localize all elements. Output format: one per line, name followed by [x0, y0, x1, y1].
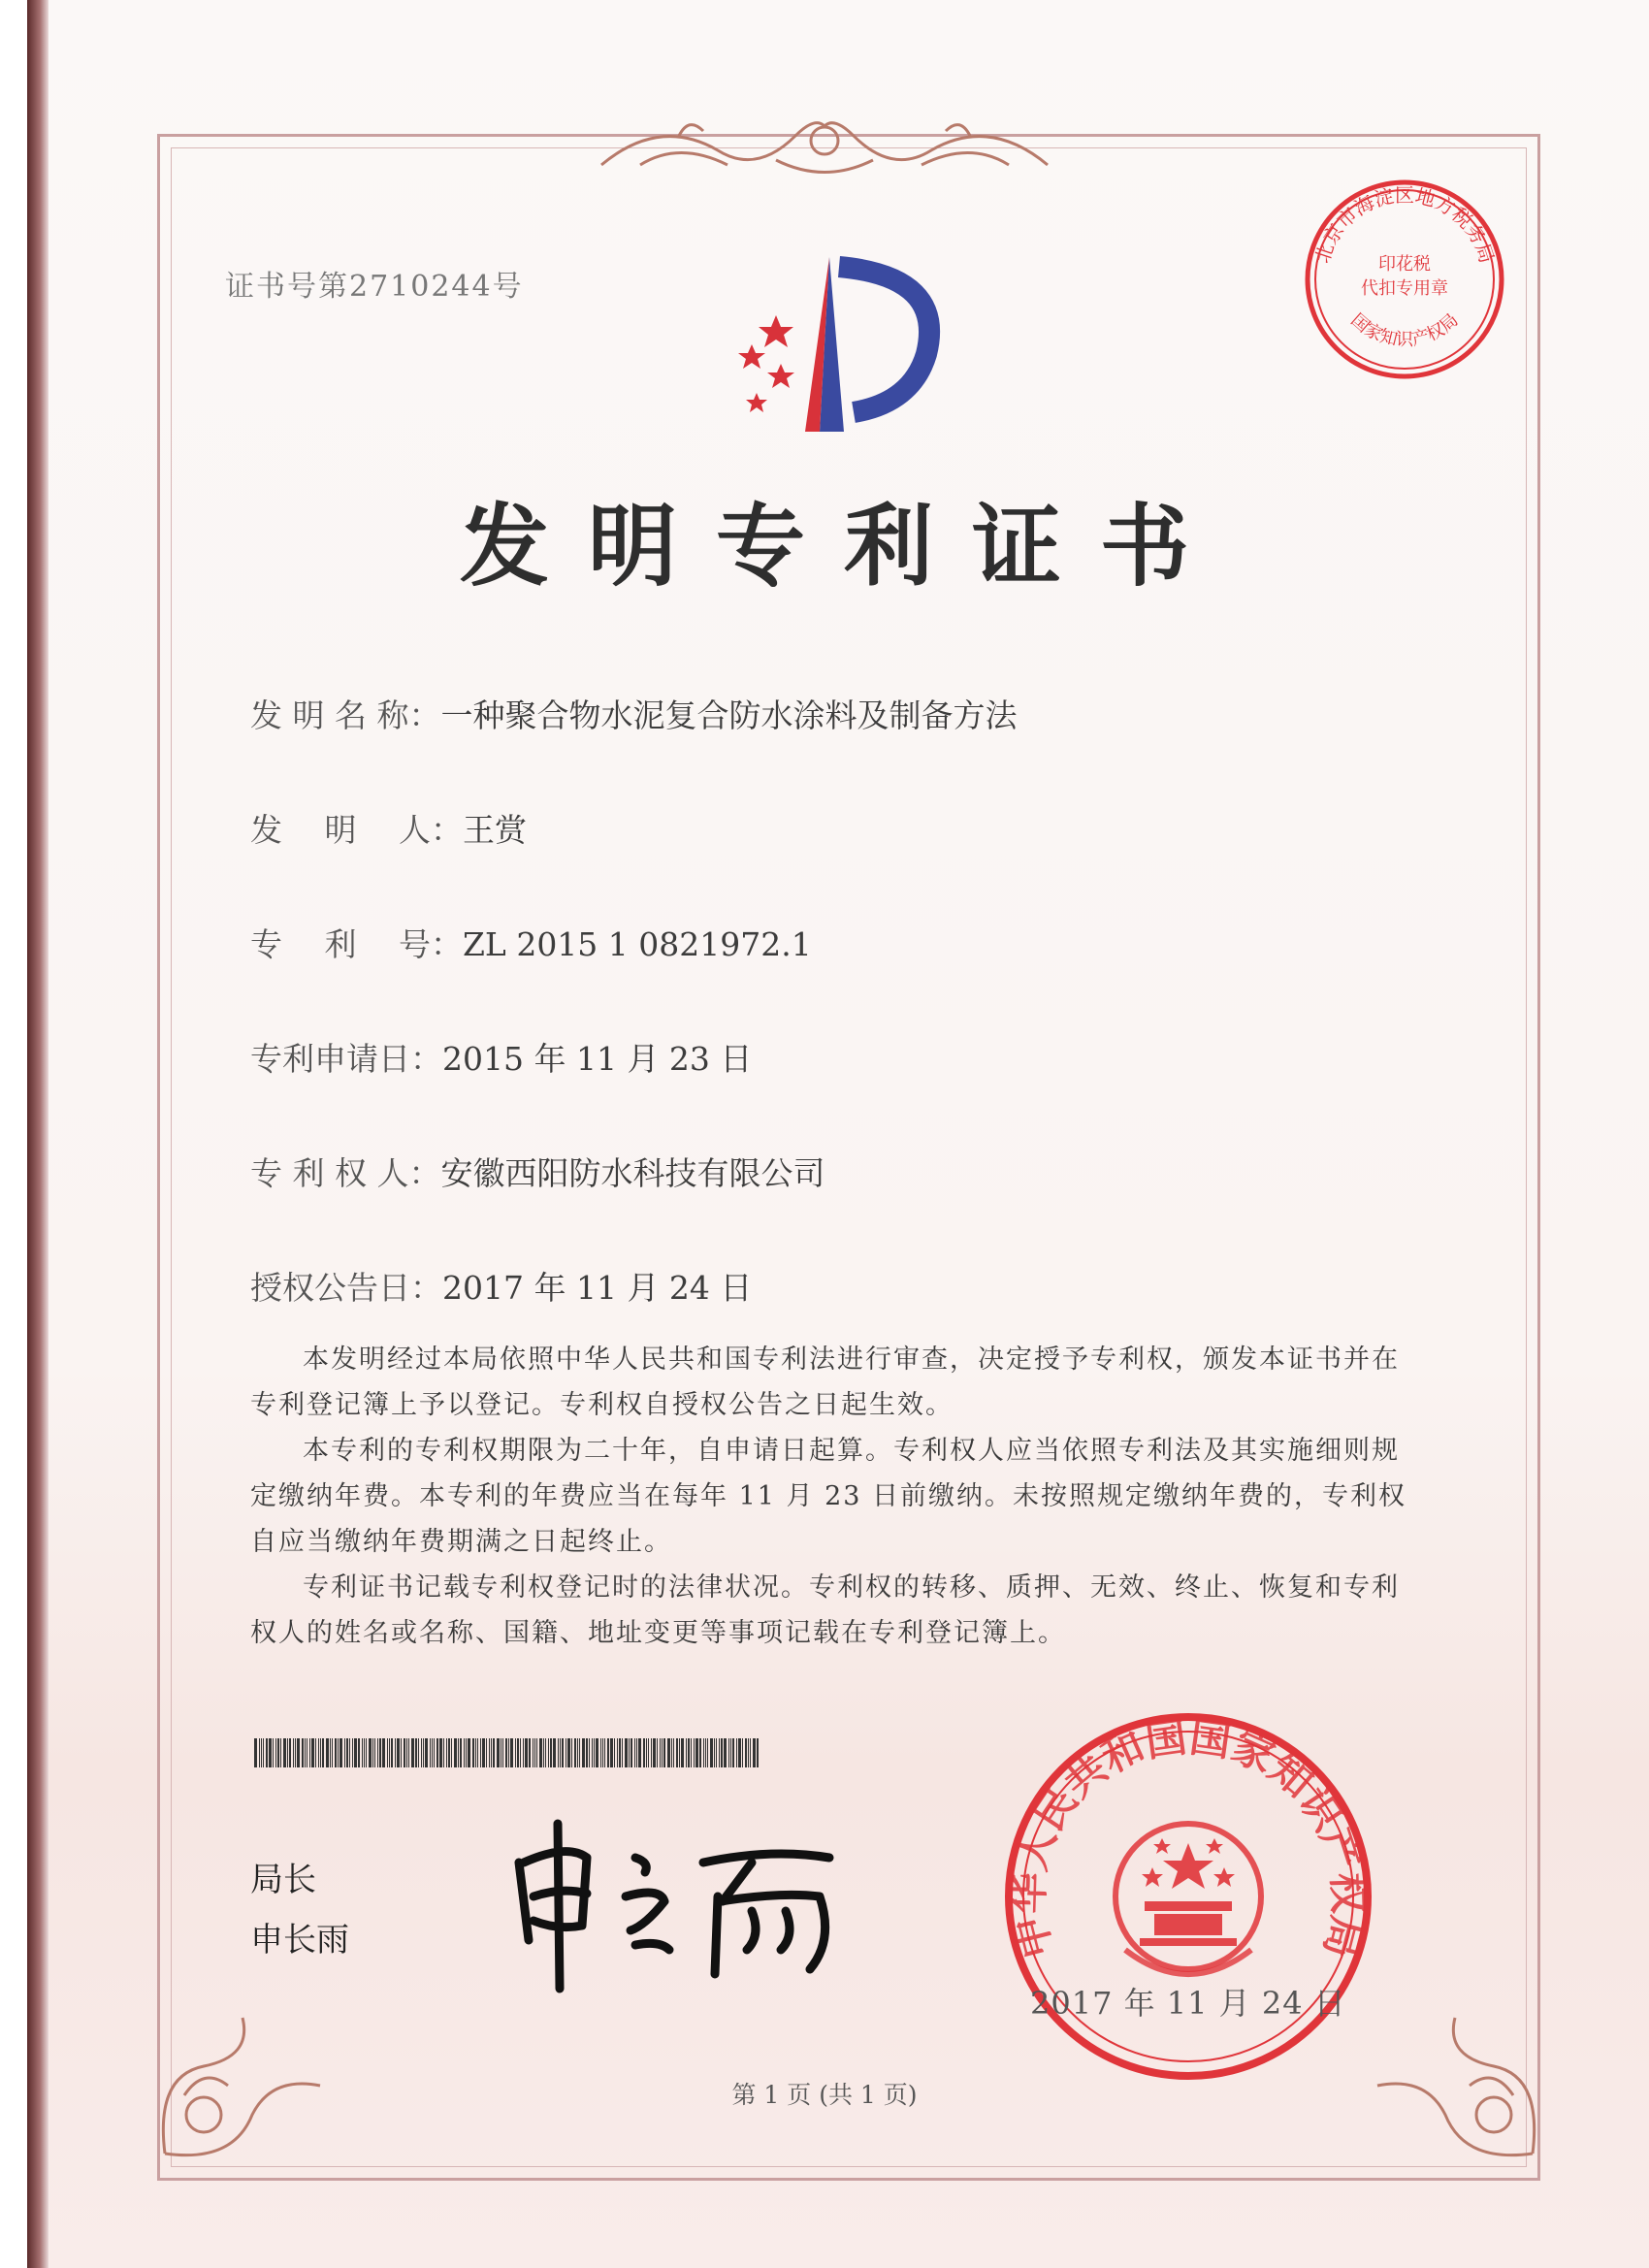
barcode-bar: [724, 1738, 727, 1767]
barcode-bar: [477, 1738, 478, 1767]
barcode-bar: [586, 1738, 588, 1767]
barcode-bar: [408, 1738, 409, 1767]
barcode-bar: [387, 1738, 388, 1767]
barcode-bar: [634, 1738, 635, 1767]
barcode-bar: [714, 1738, 715, 1767]
top-ornament: [582, 97, 1067, 184]
barcode-bar: [619, 1738, 621, 1767]
barcode-bar: [377, 1738, 378, 1767]
barcode-bar: [757, 1738, 759, 1767]
barcode-bar: [550, 1738, 552, 1767]
barcode-bar: [302, 1738, 304, 1767]
body-paragraph: 本专利的专利权期限为二十年，自申请日起算。专利权人应当依照专利法及其实施细则规定缴纳年费。本专利的年费应当在每年 11 月 23 日前缴纳。未按照规定缴纳年费的，专利权自应当缴纳年费期满之日起终止。: [250, 1436, 1407, 1557]
barcode-bar: [691, 1738, 692, 1767]
barcode-bar: [466, 1738, 467, 1767]
barcode-bar: [663, 1738, 665, 1767]
barcode-bar: [548, 1738, 549, 1767]
certificate-body: [250, 1337, 1414, 1656]
barcode-bar: [636, 1738, 637, 1767]
barcode-bar: [625, 1738, 628, 1767]
barcode-bar: [520, 1738, 521, 1767]
body-paragraph: 专利证书记载专利权登记时的法律状况。专利权的转移、质押、无效、终止、恢复和专利权人的姓名或名称、国籍、地址变更等事项记载在专利登记簿上。: [250, 1572, 1400, 1648]
field-label: 专 利 权 人：: [250, 1154, 441, 1192]
barcode-bar: [439, 1738, 442, 1767]
barcode-bar: [404, 1738, 405, 1767]
barcode-bar: [434, 1738, 435, 1767]
field-value: 王赏: [462, 811, 527, 849]
barcode-bar: [694, 1738, 695, 1767]
field-application-date: [250, 1034, 752, 1080]
barcode-bar: [489, 1738, 490, 1767]
barcode-bar: [295, 1738, 296, 1767]
barcode-bar: [607, 1738, 609, 1767]
barcode-bar: [287, 1738, 288, 1767]
barcode-bar: [309, 1738, 310, 1767]
barcode-bar: [362, 1738, 363, 1767]
field-invention-name: [250, 691, 1017, 736]
barcode-bar: [553, 1738, 556, 1767]
field-value: 一种聚合物水泥复合防水涂料及制备方法: [440, 697, 1018, 734]
barcode-bar: [505, 1738, 507, 1767]
barcode-bar: [574, 1738, 576, 1767]
barcode-bar: [280, 1738, 281, 1767]
field-label: 专利申请日：: [250, 1040, 442, 1078]
barcode-bar: [716, 1738, 717, 1767]
tax-stamp-bottom-text: 国家知识产权局: [1346, 309, 1463, 351]
barcode-bar: [401, 1738, 402, 1767]
barcode-bar: [534, 1738, 535, 1767]
field-value: 安徽西阳防水科技有限公司: [440, 1154, 825, 1192]
barcode-bar: [614, 1738, 615, 1767]
barcode-bar: [464, 1738, 465, 1767]
barcode-bar: [688, 1738, 690, 1767]
field-label: 发 明 名 称：: [250, 697, 441, 734]
page-footer: 第 1 页 (共 1 页): [731, 2081, 918, 2109]
barcode-bar: [707, 1738, 708, 1767]
barcode-bar: [646, 1738, 647, 1767]
barcode-bar: [263, 1738, 264, 1767]
barcode-bar: [332, 1738, 333, 1767]
tax-stamp-ring-text: 北京市海淀区地方税务局: [1310, 183, 1500, 267]
barcode-bar: [330, 1738, 331, 1767]
barcode-bar: [750, 1738, 751, 1767]
barcode-bar: [432, 1738, 433, 1767]
barcode-bar: [515, 1738, 516, 1767]
barcode-bar: [602, 1738, 603, 1767]
director-signature: [500, 1804, 849, 1998]
barcode-bar: [589, 1738, 590, 1767]
barcode-bar: [604, 1738, 605, 1767]
barcode-bar: [617, 1738, 618, 1767]
field-value: ZL 2015 1 0821972.1: [462, 925, 812, 963]
barcode-bar: [406, 1738, 407, 1767]
field-grant-date: [250, 1263, 752, 1309]
barcode-bar: [517, 1738, 519, 1767]
barcode-bar: [600, 1738, 601, 1767]
barcode-bar: [536, 1738, 537, 1767]
barcode-bar: [679, 1738, 680, 1767]
barcode-bar: [686, 1738, 687, 1767]
barcode-bar: [448, 1738, 450, 1767]
field-value: 2017 年 11 月 24 日: [442, 1269, 753, 1307]
barcode-bar: [558, 1738, 559, 1767]
barcode-bar: [643, 1738, 645, 1767]
barcode-bar: [289, 1738, 291, 1767]
barcode-bar: [366, 1738, 367, 1767]
barcode-bar: [354, 1738, 357, 1767]
barcode-bar: [421, 1738, 422, 1767]
barcode-bar: [510, 1738, 513, 1767]
barcode-bar: [389, 1738, 390, 1767]
barcode-bar: [719, 1738, 720, 1767]
barcode-bar: [297, 1738, 300, 1767]
barcode-bar: [482, 1738, 485, 1767]
barcode-bar: [358, 1738, 360, 1767]
barcode-bar: [480, 1738, 481, 1767]
national-ip-office-seal: [999, 1707, 1377, 2086]
barcode-bar: [293, 1738, 294, 1767]
director-name: 申长雨: [250, 1921, 349, 1960]
barcode-bar: [545, 1738, 546, 1767]
field-label: 发 明 人：: [250, 811, 463, 849]
barcode-bar: [493, 1738, 495, 1767]
barcode-bar: [395, 1738, 396, 1767]
barcode-bar: [742, 1738, 743, 1767]
barcode-bar: [529, 1738, 531, 1767]
barcode-bar: [277, 1738, 279, 1767]
barcode-bar: [681, 1738, 684, 1767]
barcode-bar: [320, 1738, 321, 1767]
barcode-bar: [622, 1738, 623, 1767]
barcode-bar: [610, 1738, 613, 1767]
barcode-bar: [259, 1738, 260, 1767]
barcode-bar: [705, 1738, 706, 1767]
patent-office-emblem: [723, 247, 975, 441]
barcode-bar: [582, 1738, 585, 1767]
barcode-bar: [261, 1738, 262, 1767]
barcode-bar: [283, 1738, 286, 1767]
barcode-bar: [382, 1738, 385, 1767]
barcode-bar: [745, 1738, 747, 1767]
barcode-bar: [486, 1738, 487, 1767]
barcode-bar: [322, 1738, 324, 1767]
barcode-bar: [653, 1738, 656, 1767]
barcode-bar: [460, 1738, 462, 1767]
barcode-bar: [451, 1738, 452, 1767]
tax-stamp-center-text-1: 印花税: [1378, 254, 1431, 275]
barcode-bar: [318, 1738, 319, 1767]
barcode-bar: [533, 1738, 534, 1767]
barcode-bar: [592, 1738, 593, 1767]
body-paragraph: 本发明经过本局依照中华人民共和国专利法进行审查，决定授予专利权，颁发本证书并在专利登记簿上予以登记。专利权自授权公告之日起生效。: [250, 1345, 1400, 1420]
barcode-bar: [630, 1738, 632, 1767]
barcode-bar: [391, 1738, 393, 1767]
barcode-bar: [577, 1738, 578, 1767]
barcode-bar: [491, 1738, 492, 1767]
tax-stamp-seal: [1298, 173, 1511, 386]
barcode-bar: [430, 1738, 431, 1767]
barcode-bar: [662, 1738, 663, 1767]
barcode-bar: [738, 1738, 741, 1767]
certificate-number: 证书号第2710244号: [225, 270, 524, 304]
barcode-bar: [415, 1738, 417, 1767]
barcode-bar: [673, 1738, 674, 1767]
field-patentee: [250, 1149, 824, 1194]
barcode-bar: [699, 1738, 701, 1767]
barcode-bar: [311, 1738, 314, 1767]
barcode-bar: [594, 1738, 595, 1767]
barcode-bar: [710, 1738, 713, 1767]
svg-text:国家知识产权局: [1346, 309, 1462, 350]
field-label: 专 利 号：: [250, 925, 463, 963]
barcode-bar: [454, 1738, 457, 1767]
barcode-bar: [525, 1738, 528, 1767]
barcode-bar: [374, 1738, 375, 1767]
barcode-bar: [695, 1738, 698, 1767]
barcode: [254, 1738, 759, 1767]
barcode-bar: [411, 1738, 414, 1767]
barcode-bar: [315, 1738, 316, 1767]
field-label: 授权公告日：: [250, 1269, 442, 1307]
barcode-bar: [346, 1738, 348, 1767]
barcode-bar: [728, 1738, 729, 1767]
barcode-bar: [571, 1738, 572, 1767]
barcode-bar: [344, 1738, 345, 1767]
barcode-bar: [667, 1738, 670, 1767]
barcode-bar: [397, 1738, 400, 1767]
barcode-bar: [567, 1738, 570, 1767]
barcode-bar: [275, 1738, 276, 1767]
field-patent-number: [250, 920, 812, 965]
barcode-bar: [497, 1738, 500, 1767]
barcode-bar: [543, 1738, 544, 1767]
barcode-bar: [352, 1738, 353, 1767]
barcode-bar: [468, 1738, 470, 1767]
barcode-bar: [305, 1738, 306, 1767]
barcode-bar: [326, 1738, 329, 1767]
barcode-bar: [560, 1738, 561, 1767]
barcode-bar: [254, 1738, 257, 1767]
barcode-bar: [660, 1738, 661, 1767]
barcode-bar: [458, 1738, 459, 1767]
barcode-bar: [369, 1738, 372, 1767]
director-title: 局长: [250, 1861, 316, 1899]
barcode-bar: [539, 1738, 542, 1767]
barcode-bar: [423, 1738, 424, 1767]
main-seal-ring-text: 中华人民共和国国家知识产权局: [1004, 1713, 1373, 1963]
issue-date: 2017 年 11 月 24 日: [1030, 1985, 1346, 2022]
barcode-bar: [721, 1738, 723, 1767]
barcode-bar: [579, 1738, 580, 1767]
barcode-bar: [338, 1738, 339, 1767]
barcode-bar: [443, 1738, 444, 1767]
barcode-bar: [671, 1738, 672, 1767]
binding-edge: [27, 0, 48, 2268]
barcode-bar: [657, 1738, 658, 1767]
barcode-bar: [736, 1738, 737, 1767]
barcode-bar: [340, 1738, 342, 1767]
barcode-bar: [475, 1738, 476, 1767]
barcode-bar: [753, 1738, 756, 1767]
barcode-bar: [349, 1738, 350, 1767]
barcode-bar: [508, 1738, 509, 1767]
barcode-bar: [523, 1738, 524, 1767]
barcode-bar: [638, 1738, 641, 1767]
barcode-bar: [446, 1738, 447, 1767]
barcode-bar: [335, 1738, 337, 1767]
barcode-bar: [266, 1738, 268, 1767]
barcode-bar: [676, 1738, 678, 1767]
certificate-title: 发明专利证书: [459, 494, 1228, 599]
barcode-bar: [418, 1738, 419, 1767]
barcode-bar: [703, 1738, 704, 1767]
field-inventor: [250, 805, 527, 851]
barcode-bar: [364, 1738, 365, 1767]
barcode-bar: [651, 1738, 652, 1767]
tax-stamp-center-text-2: 代扣专用章: [1361, 278, 1448, 299]
barcode-bar: [629, 1738, 630, 1767]
barcode-bar: [596, 1738, 598, 1767]
barcode-bar: [379, 1738, 381, 1767]
barcode-bar: [372, 1738, 373, 1767]
barcode-bar: [730, 1738, 731, 1767]
barcode-bar: [748, 1738, 749, 1767]
barcode-bar: [472, 1738, 474, 1767]
barcode-bar: [273, 1738, 274, 1767]
barcode-bar: [562, 1738, 564, 1767]
barcode-bar: [425, 1738, 428, 1767]
barcode-bar: [269, 1738, 272, 1767]
field-value: 2015 年 11 月 23 日: [442, 1040, 753, 1078]
barcode-bar: [648, 1738, 649, 1767]
barcode-bar: [436, 1738, 438, 1767]
barcode-bar: [502, 1738, 503, 1767]
barcode-bar: [732, 1738, 734, 1767]
